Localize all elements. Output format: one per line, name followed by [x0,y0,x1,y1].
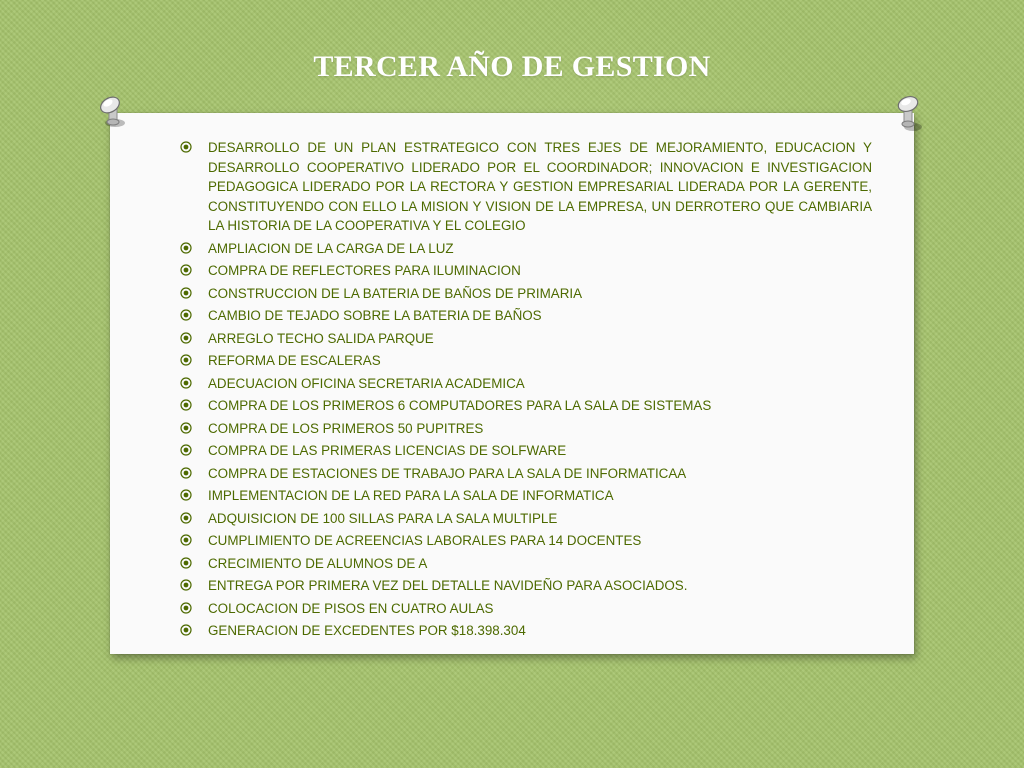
circled-dot-bullet-icon [180,309,192,321]
achievements-list [180,138,872,644]
list-item [180,576,872,596]
circled-dot-bullet-icon [180,141,192,153]
list-item [180,554,872,574]
list-item [180,396,872,416]
list-item-text: CONSTRUCCION DE LA BATERIA DE BAÑOS DE PRIMARIA [208,285,583,301]
circled-dot-bullet-icon [180,399,192,411]
list-item-text: ENTREGA POR PRIMERA VEZ DEL DETALLE NAVIDEÑO PARA ASOCIADOS. [208,578,688,593]
list-item-text: COMPRA DE LOS PRIMEROS 6 COMPUTADORES PARA LA SALA DE SISTEMAS [208,398,712,413]
list-item-text: IMPLEMENTACION DE LA RED PARA LA SALA DE INFORMATICA [208,488,614,503]
list-item [180,531,872,551]
list-item [180,441,872,461]
circled-dot-bullet-icon [180,354,192,366]
circled-dot-bullet-icon [180,534,192,546]
list-item [180,138,872,236]
list-item [180,599,872,619]
circled-dot-bullet-icon [180,444,192,456]
circled-dot-bullet-icon [180,242,192,254]
circled-dot-bullet-icon [180,264,192,276]
circled-dot-bullet-icon [180,332,192,344]
list-item [180,374,872,394]
circled-dot-bullet-icon [180,579,192,591]
list-item-text: ARREGLO TECHO SALIDA PARQUE [208,330,434,346]
circled-dot-bullet-icon [180,602,192,614]
list-item-text: ADECUACION OFICINA SECRETARIA ACADEMICA [208,375,525,391]
list-item-text: COMPRA DE REFLECTORES PARA ILUMINACION [208,263,521,278]
list-item-text: CAMBIO DE TEJADO SOBRE LA BATERIA DE BAÑOS [208,308,542,323]
list-item [180,329,872,349]
list-item [180,621,872,641]
circled-dot-bullet-icon [180,557,192,569]
list-item-text: ADQUISICION DE 100 SILLAS PARA LA SALA MULTIPLE [208,510,558,526]
list-item-text: DESARROLLO DE UN PLAN ESTRATEGICO CON TRES EJES DE MEJORAMIENTO, EDUCACION Y DESARROLLO COOPERATIVO LIDERADO POR EL COORDINADOR; INNOVACION E INVESTIGACION PEDAGOGICA LIDERADO POR LA RECTORA Y GESTION EMPRESARIAL LIDERADA POR LA GERENTE, CONSTITUYENDO CON ELLO LA MISION Y VISION DE LA EMPRESA, UN DERROTERO QUE CAMBIARIA LA HISTORIA DE LA COOPERATIVA Y EL COLEGIO [208,140,872,233]
list-item-text: CUMPLIMIENTO DE ACREENCIAS LABORALES PARA 14 DOCENTES [208,533,642,548]
list-item [180,486,872,506]
list-item [180,306,872,326]
list-item [180,464,872,484]
circled-dot-bullet-icon [180,467,192,479]
list-item [180,419,872,439]
list-item [180,261,872,281]
list-item-text: COMPRA DE LAS PRIMERAS LICENCIAS DE SOLFWARE [208,443,567,458]
list-item [180,351,872,371]
list-item [180,284,872,304]
list-item [180,509,872,529]
circled-dot-bullet-icon [180,377,192,389]
list-item-text: REFORMA DE ESCALERAS [208,353,381,368]
list-item-text: COMPRA DE ESTACIONES DE TRABAJO PARA LA SALA DE INFORMATICAA [208,465,687,481]
push-pin-icon [886,93,926,133]
push-pin-icon [92,93,132,133]
list-item-text: CRECIMIENTO DE ALUMNOS DE A [208,555,428,571]
circled-dot-bullet-icon [180,624,192,636]
list-item [180,239,872,259]
circled-dot-bullet-icon [180,512,192,524]
list-item-text: GENERACION DE EXCEDENTES POR $18.398.304 [208,623,526,638]
circled-dot-bullet-icon [180,287,192,299]
list-item-text: COMPRA DE LOS PRIMEROS 50 PUPITRES [208,420,484,436]
circled-dot-bullet-icon [180,422,192,434]
list-item-text: COLOCACION DE PISOS EN CUATRO AULAS [208,600,494,616]
list-item-text: AMPLIACION DE LA CARGA DE LA LUZ [208,240,454,256]
circled-dot-bullet-icon [180,489,192,501]
slide-title: TERCER AÑO DE GESTION [313,50,711,83]
